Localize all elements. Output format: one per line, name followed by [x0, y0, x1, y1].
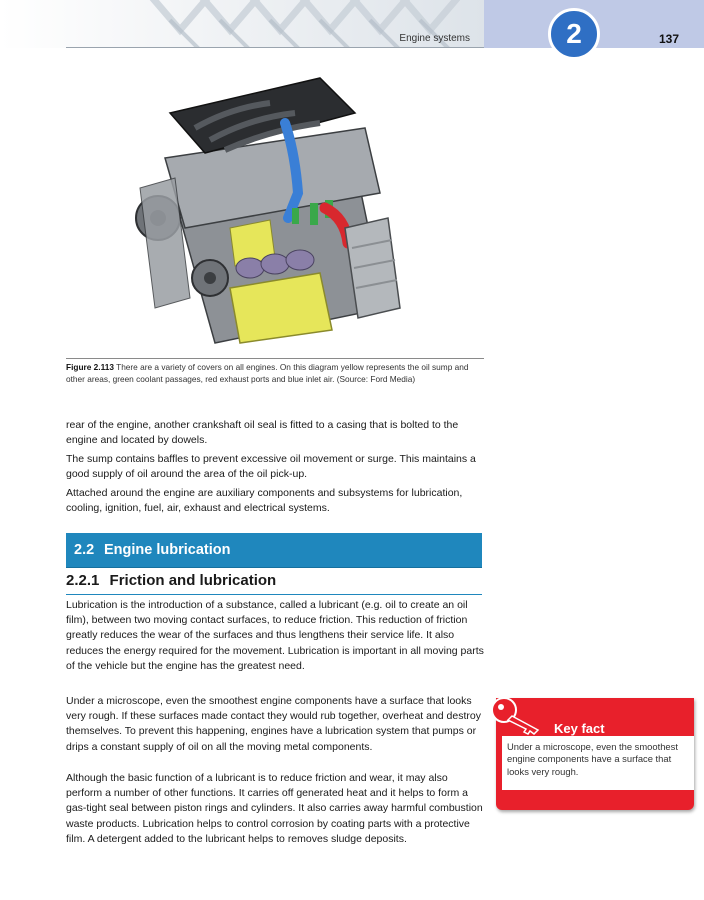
subsection-number: 2.2.1: [66, 572, 100, 589]
caption-text: There are a variety of covers on all engines. On this diagram yellow represents the oil sump and other areas, green coolant passages, red exhaust ports and blue inlet air. (Source: Ford Media): [66, 362, 469, 384]
key-fact-text: Under a microscope, even the smoothest engine components have a surface that looks very rough.: [507, 741, 678, 777]
header-rule: [66, 47, 484, 48]
body-paragraph: Under a microscope, even the smoothest engine components have a surface that looks very rough. If these surfaces made contact they would rub together, overheat and destroy themselves. To prevent this happening, engines have a lubrication system that pumps or drips a constant supply of oil on all the moving metal components.: [66, 695, 481, 753]
chapter-number: 2: [566, 18, 582, 49]
body-paragraph: Attached around the engine are auxiliary components and subsystems for lubrication, cooling, ignition, fuel, air, exhaust and electrical systems.: [66, 487, 463, 515]
section-heading: [66, 533, 482, 568]
section-title: Engine lubrication: [104, 542, 231, 558]
body-paragraph: rear of the engine, another crankshaft oil seal is fitted to a casing that is bolted to the engine and located by dowels.: [66, 419, 459, 447]
body-paragraph: The sump contains baffles to prevent excessive oil movement or surge. This maintains a good supply of oil around the area of the oil pick-up.: [66, 453, 476, 481]
subsection-title: Friction and lubrication: [109, 572, 277, 589]
caption-label: Figure 2.113: [66, 362, 114, 372]
section-number: 2.2: [74, 542, 95, 558]
figure-caption: [66, 362, 484, 385]
engine-cutaway-figure: [120, 68, 410, 352]
subsection-heading: [66, 572, 482, 595]
body-paragraph: Although the basic function of a lubricant is to reduce friction and wear, it may also perform a number of other functions. It carries off generated heat and it helps to form a gas-tight seal between piston rings and cylinders. It also carries away harmful combustion waste products. Lubrication helps to control corrosion by coating parts with a protective film. A detergent added to the lubricant helps to removes sludge deposits.: [66, 772, 483, 845]
key-icon: [490, 696, 548, 736]
body-paragraph: Lubrication is the introduction of a substance, called a lubricant (e.g. oil to create an oil film), between two moving contact surfaces, to reduce friction. This reduction of friction greatly reduces the wear of the surfaces and thus lengthens their service life. It also reduces the energy required for the movement. Lubrication is important in all moving parts of the vehicle but the engine has the greatest need.: [66, 599, 484, 672]
caption-rule: [66, 358, 484, 359]
chapter-number-badge: [548, 8, 600, 60]
page-number: 137: [658, 32, 679, 46]
running-head: Engine systems: [399, 33, 470, 44]
key-fact-title: Key fact: [554, 721, 605, 736]
engine-cutaway-image: [120, 68, 410, 352]
